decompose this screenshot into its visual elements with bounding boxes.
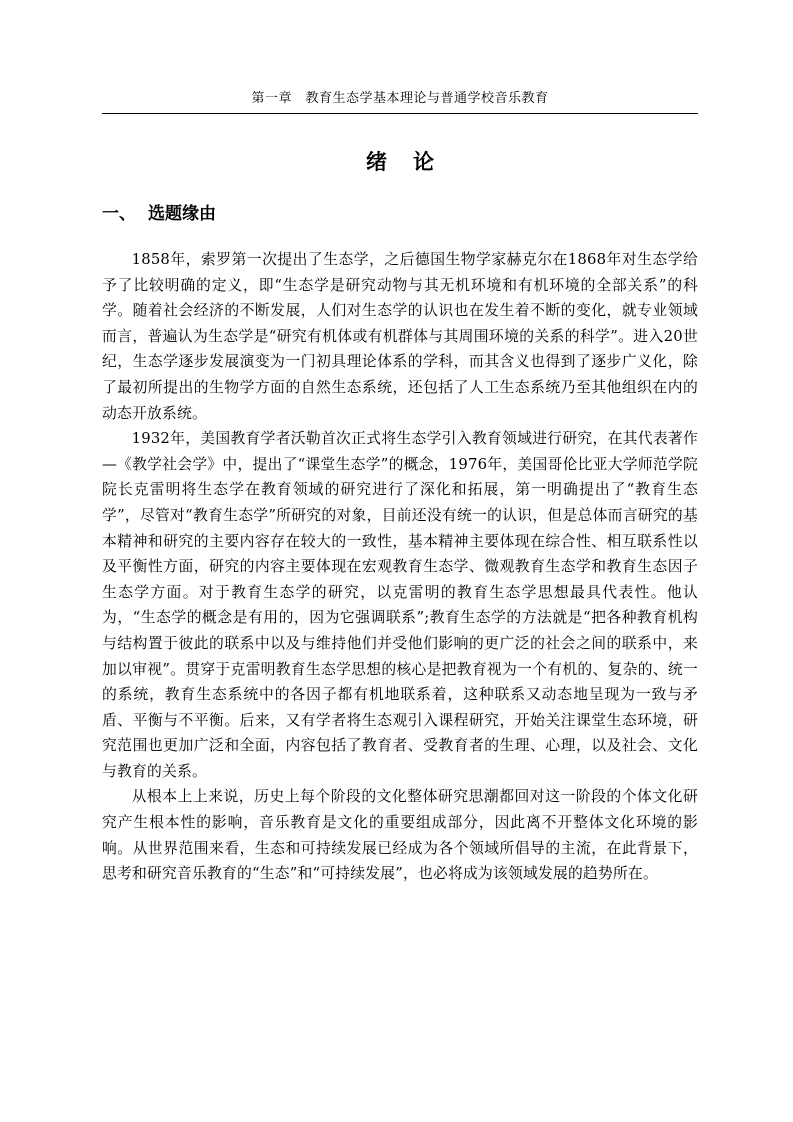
header-rule [102, 113, 698, 114]
paragraph: 从根本上上来说，历史上每个阶段的文化整体研究思潮都回对这一阶段的个体文化研究产生根本性的影响，音乐教育是文化的重要组成部分，因此离不开整体文化环境的影响。从世界范围来看，生态和可持续发展已经成为各个领域所倡导的主流，在此背景下，思考和研究音乐教育的“生态”和“可持续发展”，也必将成为该领域发展的趋势所在。 [102, 788, 698, 883]
paragraph: 1858年，索罗第一次提出了生态学，之后德国生物学家赫克尔在1868年对生态学给予了比较明确的定义，即“生态学是研究动物与其无机环境和有机环境的全部关系”的科学。随着社会经济的不断发展，人们对生态学的认识也在发生着不断的变化，就专业领域而言，普遍认为生态学是“研究有机体或有机群体与其周围环境的关系的科学”。进入20世纪，生态学逐步发展演变为一门初具理论体系的学科，而其含义也得到了逐步广义化，除了最初所提出的生物学方面的自然生态系统，还包括了人工生态系统乃至其他组织在内的动态开放系统。 [102, 251, 698, 422]
running-header: 第一章 教育生态学基本理论与普通学校音乐教育 [251, 91, 549, 106]
paragraph: 1932年，美国教育学者沃勒首次正式将生态学引入教育领域进行研究，在其代表著作—《教学社会学》中，提出了“课堂生态学”的概念，1976年，美国哥伦比亚大学师范学院院长克雷明将生态学在教育领域的研究进行了深化和拓展，第一明确提出了“教育生态学”，尽管对“教育生态学”所研究的对象，目前还没有统一的认识，但是总体而言研究的基本精神和研究的主要内容存在较大的一致性，基本精神主要体现在综合性、相互联系性以及平衡性方面，研究的内容主要体现在宏观教育生态学、微观教育生态学和教育生态因子生态学方面。对于教育生态学的研究，以克雷明的教育生态学思想最具代表性。他认为，“生态学的概念是有用的，因为它强调联系”;教育生态学的方法就是“把各种教育机构与结构置于彼此的联系中以及与维持他们并受他们影响的更广泛的社会之间的联系中，来加以审视”。贯穿于克雷明教育生态学思想的核心是把教育视为一个有机的、复杂的、统一的系统，教育生态系统中的各因子都有机地联系着，这种联系又动态地呈现为一致与矛盾、平衡与不平衡。后来，又有学者将生态观引入课程研究，开始关注课堂生态环境，研究范围也更加广泛和全面，内容包括了教育者、受教育者的生理、心理，以及社会、文化与教育的关系。 [102, 430, 698, 780]
body-text [102, 247, 698, 887]
section-number: 一、 [102, 204, 136, 224]
chapter-title: 绪论 [366, 150, 460, 174]
section-title: 选题缘由 [148, 204, 216, 224]
section-heading [102, 201, 698, 227]
